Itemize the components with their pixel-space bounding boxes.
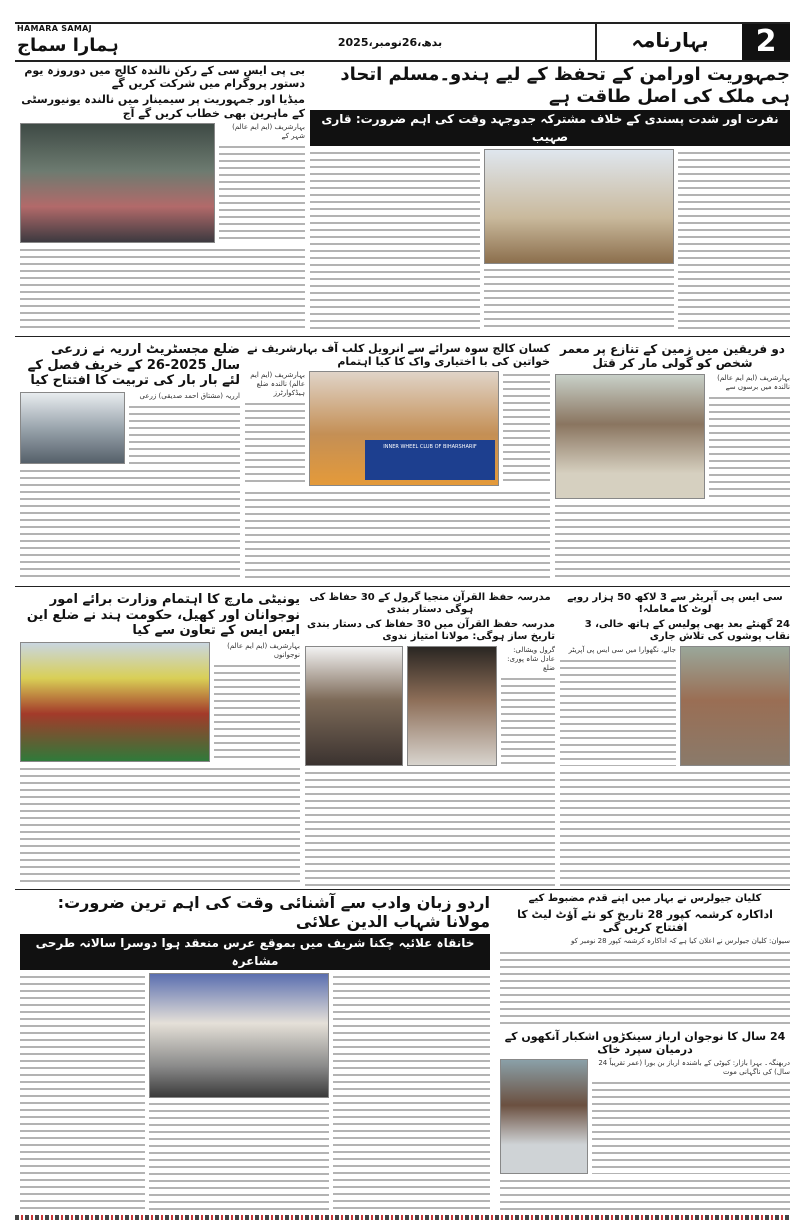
araria-headline: ضلع مجسٹریٹ ارریہ نے زرعی سال 2025-26 کے خریف فصل کے لئے بار بار کی تربیت کا افتتاح کیا	[27, 342, 240, 389]
nalanda-headline-1: بی پی ایس سی کے رکن نالندہ کالج میں دوروزہ یوم دستور پروگرام میں شرکت کریں گے	[24, 64, 305, 91]
row-divider-1	[15, 336, 790, 337]
urdu-adab-photo	[149, 973, 329, 1098]
madrasa-body-text	[501, 675, 555, 766]
araria-body-text-bottom	[20, 467, 240, 582]
murder-lede: بہارشریف (ایم ایم عالم) نالندہ میں برسوں سے	[717, 373, 790, 391]
inner-wheel-body-text	[245, 400, 305, 486]
urdu-adab-body-text-right	[333, 973, 490, 1211]
urdu-adab-body-text-middle	[149, 1100, 329, 1211]
nalanda-body-text-bottom	[20, 246, 305, 332]
masthead-divider	[595, 24, 597, 60]
murder-photo	[555, 374, 705, 499]
lead-body-text-right	[678, 149, 790, 332]
unity-march-photo	[20, 642, 210, 762]
row-divider-2	[15, 586, 790, 587]
unity-march-headline: یونیٹی مارچ کا اہتمام وزارت برائے امور نوجوانان اور کھیل، حکومت ہند نے ضلع این ایس ایس کے تعاون سے کیا	[26, 592, 300, 639]
police-headline-2: 24 گھنٹے بعد بھی پولیس کے ہاتھ خالی، 3 نقاب پوشوں کی تلاش جاری	[584, 619, 790, 642]
madrasa-body-text-bottom	[305, 769, 555, 886]
urdu-adab-body-text-left	[20, 973, 145, 1211]
youth-headline: 24 سال کا نوجوان ارباز سینکڑوں اشکبار آنکھوں کے درمیان سپرد خاک	[504, 1030, 786, 1057]
unity-march-body-text-bottom	[20, 765, 300, 886]
kalyan-body-text	[500, 949, 790, 1027]
youth-story[interactable]	[500, 1030, 790, 1212]
lead-body-text-left	[310, 149, 480, 332]
madrasa-photo-1	[305, 646, 403, 766]
madrasa-photo-2	[407, 646, 497, 766]
nalanda-headline-2: میڈیا اور جمہوریت پر سیمینار میں نالندہ یونیورسٹی کے ماہرین بھی خطاب کریں گے آج	[21, 93, 305, 120]
murder-story[interactable]	[555, 342, 790, 582]
inner-wheel-banner: INNER WHEEL CLUB OF BIHARSHARIF	[365, 440, 495, 480]
page-number: 2	[742, 24, 790, 60]
section-title: بہارنامہ	[631, 28, 709, 52]
araria-photo	[20, 392, 125, 464]
inner-wheel-story[interactable]	[245, 342, 550, 582]
lead-subhead: نفرت اور شدت پسندی کے خلاف مشترکہ جدوجہد وقت کی اہم ضرورت: قاری صہیب	[310, 110, 790, 146]
lead-headline: جمہوریت اورامن کے تحفظ کے لیے ہندو۔مسلم اتحاد ہی ملک کی اصل طاقت ہے	[340, 64, 790, 107]
nalanda-story[interactable]	[20, 64, 305, 332]
murder-headline: دو فریقین میں زمین کے تنازع پر معمر شخص کو گولی مار کر قتل	[560, 342, 785, 371]
lead-body-text-middle	[484, 266, 674, 332]
araria-body-text	[129, 403, 240, 464]
police-body-text-bottom	[560, 769, 790, 886]
nalanda-photo	[20, 123, 215, 243]
araria-lede: ارریہ (مشتاق احمد صدیقی) زرعی	[139, 391, 240, 400]
madrasa-story[interactable]	[305, 592, 555, 886]
kalyan-headline-2: اداکارہ کرشمہ کپور 28 تاریخ کو نئے آؤٹ لیٹ کا افتتاح کریں گی	[517, 908, 773, 935]
police-lede: جالے، نگھوارا میں سی ایس پی آپریٹر	[568, 646, 676, 654]
unity-march-story[interactable]	[20, 592, 300, 886]
inner-wheel-photo	[309, 371, 499, 486]
urdu-adab-subhead: خانقاہ علائیہ چکنا شریف میں بموقع عرس منعقد ہوا دوسرا سالانہ طرحی مشاعرہ	[20, 934, 490, 970]
unity-march-body-text	[214, 662, 300, 762]
logo[interactable]	[15, 24, 145, 60]
kalyan-story[interactable]	[500, 893, 790, 1027]
kalyan-headline-1: کلیان جیولرس نے بہار میں اپنے قدم مضبوط کیے	[528, 893, 762, 904]
madrasa-lede: گرول ویشالی: عادل شاہ پوری: ضلع	[507, 646, 555, 672]
kalyan-lede: سیوان: کلیان جیولرس نے اعلان کیا ہے کہ اداکارہ کرشمہ کپور 28 نومبر کو	[570, 937, 790, 946]
masthead-bottom-rule	[15, 60, 790, 62]
police-photo	[680, 646, 790, 766]
urdu-adab-headline: اردو زبان وادب سے آشنائی وقت کی اہم ترین ضرورت: مولانا شہاب الدین علائی	[57, 893, 490, 932]
logo-urdu: ہمارا سماج	[17, 35, 119, 56]
bottom-decorative-border	[15, 1215, 790, 1220]
issue-date: بدھ،26نومبر،2025	[337, 36, 443, 49]
araria-story[interactable]	[20, 342, 240, 582]
police-headline-1: سی ایس پی آپریٹر سے 3 لاکھ 50 ہزار روپے لوٹ کا معاملہ!	[567, 592, 783, 615]
logo-latin: HAMARA SAMAJ	[17, 24, 92, 33]
unity-march-lede: بہارشریف (ایم ایم عالم) نوجوانوں	[227, 641, 300, 659]
inner-wheel-body-text-right	[503, 371, 550, 486]
inner-wheel-lede: بہارشریف (ایم ایم عالم) نالندہ ضلع ہیڈکوارٹرز	[250, 371, 305, 398]
madrasa-headline-2: مدرسہ حفظ القرآن میں 30 حفاظ کی دستار بندی تاریخ ساز ہوگی: مولانا امتیاز ندوی	[307, 619, 555, 642]
madrasa-headline-1: مدرسہ حفظ القرآن منجیا گرول کے 30 حفاظ کی ہوگی دستار بندی	[309, 592, 551, 615]
lead-photo	[484, 149, 674, 264]
youth-photo	[500, 1059, 588, 1174]
urdu-adab-story[interactable]	[20, 893, 490, 1211]
row-divider-3	[15, 889, 790, 890]
murder-body-text-bottom	[555, 502, 790, 582]
youth-lede: دربھنگہ۔ بہرا بازار: کیوٹی کے باشندہ ارباز بن بورا (عمر تقریباً 24 سال) کی ناگہانی موت	[598, 1059, 790, 1077]
police-story[interactable]	[560, 592, 790, 886]
youth-body-text-bottom	[500, 1177, 790, 1212]
lead-story[interactable]	[310, 64, 790, 332]
nalanda-lede: بہارشریف (ایم ایم عالم) شہر کے	[232, 122, 305, 140]
murder-body-text	[709, 394, 790, 499]
youth-body-text	[592, 1079, 790, 1174]
inner-wheel-headline: کسان کالج سوہ سرائے سے انرویل کلب آف بہارشریف نے خواتین کی با اختیاری واک کا کیا اہتمام	[247, 342, 550, 369]
nalanda-body-text	[219, 143, 305, 243]
inner-wheel-body-text-bottom	[245, 489, 550, 582]
police-body-text	[560, 657, 676, 766]
